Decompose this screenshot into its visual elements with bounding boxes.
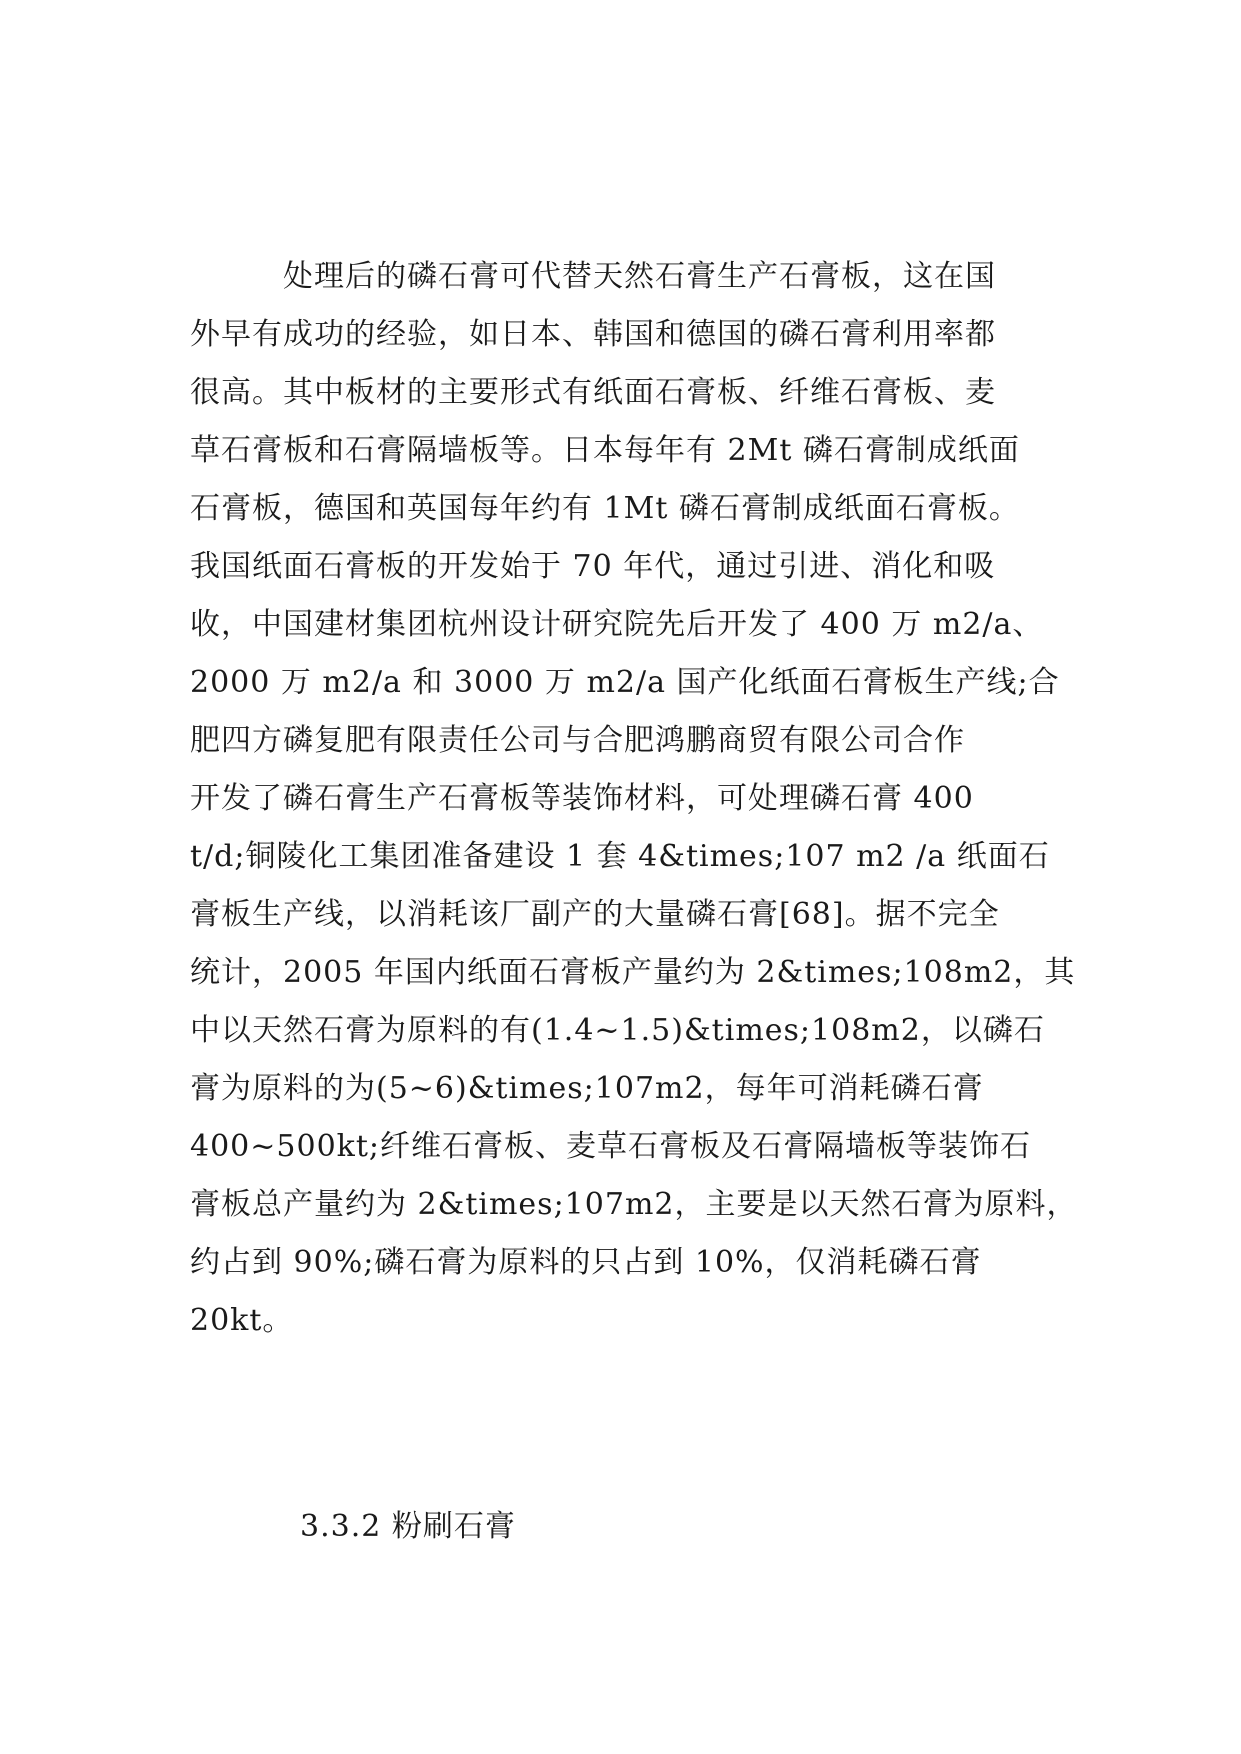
paragraph-line: 外早有成功的经验，如日本、韩国和德国的磷石膏利用率都 [190,317,996,352]
paragraph-line: 我国纸面石膏板的开发始于 70 年代，通过引进、消化和吸 [190,549,996,584]
paragraph-line: 约占到 90%;磷石膏为原料的只占到 10%，仅消耗磷石膏 [190,1245,982,1280]
paragraph-line: 石膏板，德国和英国每年约有 1Mt 磷石膏制成纸面石膏板。 [190,491,1020,526]
paragraph-line: 膏板总产量约为 2&times;107m2，主要是以天然石膏为原料， [190,1187,1078,1222]
body-paragraph [190,248,1078,1350]
paragraph-line: 开发了磷石膏生产石膏板等装饰材料，可处理磷石膏 400 [190,781,974,816]
paragraph-line: t/d;铜陵化工集团准备建设 1 套 4&times;107 m2 /a 纸面石 [190,839,1050,874]
paragraph-line: 400~500kt;纤维石膏板、麦草石膏板及石膏隔墙板等装饰石 [190,1129,1031,1164]
paragraph-line: 膏板生产线，以消耗该厂副产的大量磷石膏[68]。据不完全 [190,897,1000,932]
paragraph-line: 很高。其中板材的主要形式有纸面石膏板、纤维石膏板、麦 [190,375,996,410]
paragraph-line: 收，中国建材集团杭州设计研究院先后开发了 400 万 m2/a、 [190,607,1044,642]
paragraph-line: 中以天然石膏为原料的有(1.4~1.5)&times;108m2，以磷石 [190,1013,1045,1048]
paragraph-line: 膏为原料的为(5~6)&times;107m2，每年可消耗磷石膏 [190,1071,984,1106]
paragraph-line: 草石膏板和石膏隔墙板等。日本每年有 2Mt 磷石膏制成纸面 [190,433,1020,468]
paragraph-line: 20kt。 [190,1303,294,1338]
paragraph-line: 统计，2005 年国内纸面石膏板产量约为 2&times;108m2，其 [190,955,1076,990]
section-heading: 3.3.2 粉刷石膏 [300,1509,516,1544]
paragraph-line: 肥四方磷复肥有限责任公司与合肥鸿鹏商贸有限公司合作 [190,723,965,758]
paragraph-line: 2000 万 m2/a 和 3000 万 m2/a 国产化纸面石膏板生产线;合 [190,665,1060,700]
paragraph-line: 处理后的磷石膏可代替天然石膏生产石膏板，这在国 [190,259,996,294]
